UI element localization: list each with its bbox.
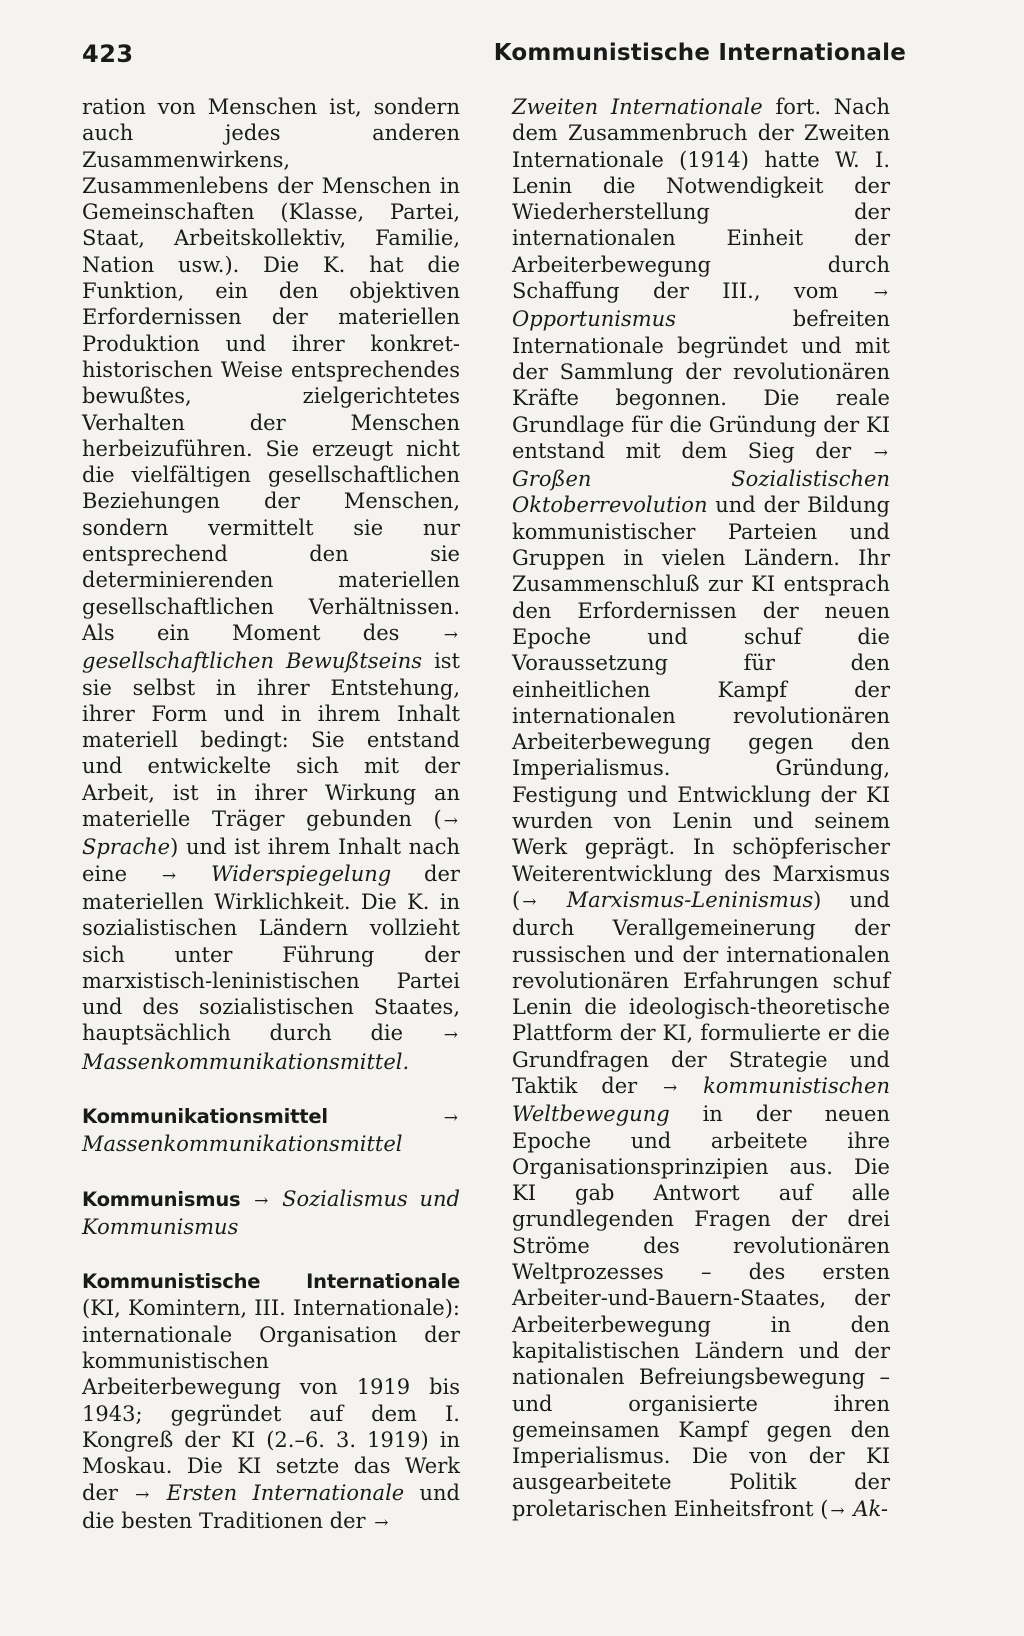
body-text: und die besten Traditionen der (82, 1480, 460, 1533)
entry-lemma: Kommunismus (82, 1187, 241, 1211)
body-text: ) und durch Verallgemeinerung der russischen und der internationalen revolutionären Erfahrungen schuf Lenin die ideologisch-theoretische Plattform der KI, formulierte er die Grundfragen der Strategie und Taktik der (512, 887, 890, 1098)
cross-reference[interactable]: Zweiten Internationale (512, 95, 763, 119)
cross-reference[interactable]: Massenkommunikationsmittel (82, 1132, 403, 1157)
entry-kommunismus (82, 1186, 460, 1241)
body-text: fort. Nach dem Zusammenbruch der Zweiten Internationale (1914) hatte W. I. Lenin die Notwendigkeit der Wiederherstellung der internationalen Einheit der Arbeiterbewegung durch Schaffung der III., vom (512, 95, 890, 304)
arrow-icon: → (830, 1500, 845, 1521)
page-number: 423 (82, 40, 134, 68)
cross-reference[interactable]: Opportunismus (512, 307, 676, 332)
arrow-icon: → (522, 891, 537, 912)
right-column (512, 94, 890, 1524)
arrow-icon: → (443, 1025, 458, 1046)
entry-lemma: Kommunistische Internationale (82, 1270, 460, 1294)
entry-lemma: Kommunikationsmittel (82, 1104, 328, 1128)
cross-reference[interactable]: Ak- (853, 1496, 888, 1521)
body-text: ration von Menschen ist, sondern auch jedes anderen Zusammenwirkens, Zusammenlebens der Menschen in Gemeinschaften (Klasse, Partei, Staat, Arbeitskollektiv, Familie, Nation usw.). Die K. hat die Funktion, ein den objektiven Erfordernissen der materiellen Produktion und ihrer konkret-historischen Weise entsprechendes bewußtes, zielgerichtetes Verhalten der Menschen herbeizuführen. Sie erzeugt nicht die vielfältigen gesellschaftlichen Beziehungen der Menschen, sondern vermittelt sie nur entsprechend den sie determinierenden materiellen gesellschaftlichen Verhältnissen. Als ein Moment des (82, 95, 460, 645)
entry-kommunistische-internationale (82, 1268, 460, 1536)
cross-reference[interactable]: Ersten Internationale (166, 1480, 405, 1505)
cross-reference[interactable]: Sprache (82, 835, 171, 860)
cross-reference[interactable]: kommunistischen Weltbewegung (512, 1073, 890, 1127)
left-column (82, 94, 460, 1536)
body-text: ) und ist ihrem Inhalt nach eine (82, 835, 460, 886)
arrow-icon: → (161, 865, 177, 886)
body-text: befreiten Internationale begründet und mit der Sammlung der revolutionären Kräfte begonnen. Die reale Grundlage für die Gründung der KI entstand mit dem Sieg der (512, 307, 890, 463)
entry-kommunikationsmittel (82, 1103, 460, 1158)
body-text: ist sie selbst in ihrer Entstehung, ihrer Form und in ihrem Inhalt materiell bedingt: Sie entstand und entwickelte sich mit der Arbeit, ist in ihrer Wirkung an materielle Träger gebunden ( (82, 649, 460, 832)
arrow-icon: → (443, 811, 458, 832)
body-text: und der Bildung kommunistischer Parteien und Gruppen in vielen Ländern. Ihr Zusammenschluß zur KI entsprach den Erfordernissen der neuen Epoche und schuf die Voraussetzung für den einheitlichen Kampf der internationalen revolutionären Arbeiterbewegung gegen den Imperialismus. Gründung, Festigung und Entwicklung der KI wurden von Lenin und seinem Werk geprägt. In schöpferischer Weiterentwicklung des Marxismus ( (512, 493, 890, 912)
cross-reference[interactable]: Sozialismus und Kommunismus (82, 1186, 460, 1239)
body-text: (KI, Komintern, III. Internationale): internationale Organisation der kommunistischen Arbeiterbewegung von 1919 bis 1943; gegründet auf dem I. Kongreß der KI (2.–6. 3. 1919) in Moskau. Die KI setzte das Werk der (82, 1296, 460, 1505)
entry-kommunistische-internationale-continued (512, 94, 890, 1524)
cross-reference[interactable]: Widerspiegelung (210, 861, 392, 886)
cross-reference[interactable]: gesellschaftlichen Bewußtseins (82, 649, 423, 674)
cross-reference[interactable]: Massenkommunikationsmittel. (82, 1049, 410, 1074)
arrow-icon: → (135, 1484, 150, 1505)
arrow-icon: → (443, 624, 458, 645)
arrow-icon: → (374, 1512, 389, 1533)
arrow-icon: → (873, 442, 888, 463)
cross-reference[interactable]: Marxismus-Leninismus (566, 887, 814, 912)
cross-reference[interactable]: Großen Sozialistischen Oktoberrevolution (512, 467, 890, 518)
arrow-icon: → (873, 283, 888, 304)
arrow-icon: → (254, 1190, 269, 1211)
body-text: in der neuen Epoche und arbeitete ihre Organisationsprinzipien aus. Die KI gab Antwort auf alle grundlegenden Fragen der drei Ströme des revolutionären Weltprozesses – des ersten Arbeiter-und-Bauern-Staates, der Arbeiterbewegung in den kapitalistischen Ländern und der nationalen Befreiungsbewegung – und organisierte ihren gemeinsamen Kampf gegen den Imperialismus. Die von der KI ausgearbeitete Politik der proletarischen Einheitsfront ( (512, 1102, 890, 1521)
body-text: der materiellen Wirklichkeit. Die K. in sozialistischen Ländern vollzieht sich unter Führung der marxistisch-leninistischen Partei und des sozialistischen Staates, hauptsächlich durch die (82, 861, 460, 1046)
arrow-icon: → (443, 1107, 458, 1128)
running-head: Kommunistische Internationale (493, 40, 906, 66)
arrow-icon: → (663, 1077, 678, 1098)
entry-continuation (82, 94, 460, 1075)
